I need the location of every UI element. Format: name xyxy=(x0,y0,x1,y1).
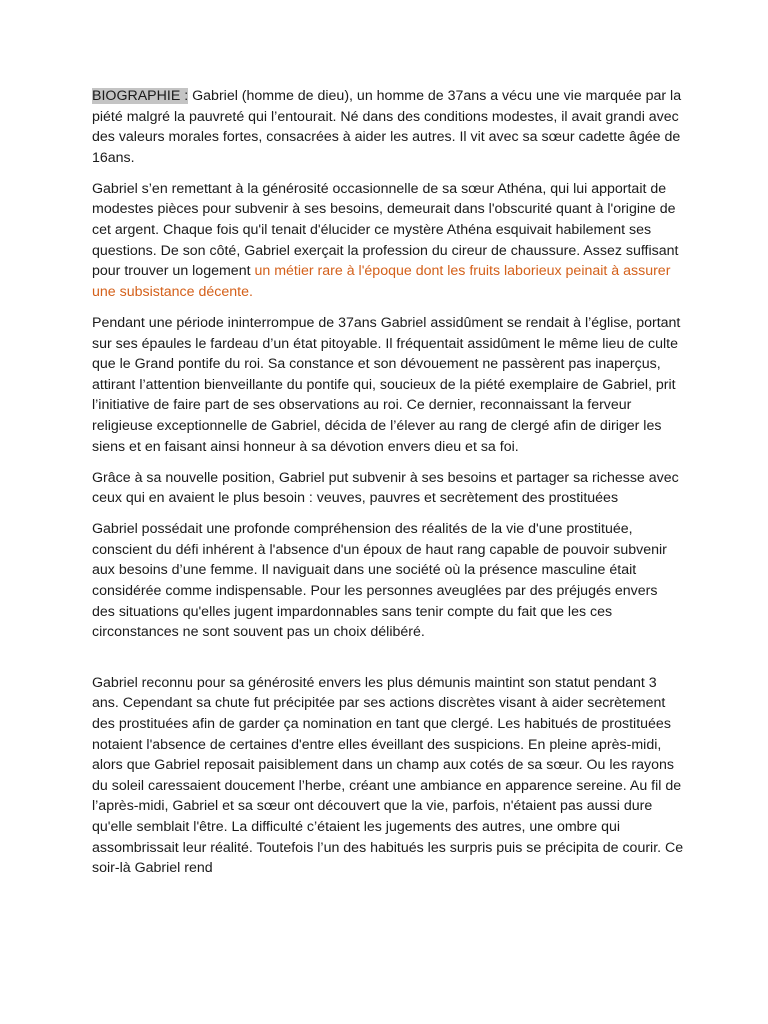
paragraph-position xyxy=(92,468,684,509)
document-body xyxy=(92,86,684,889)
paragraph-text: Grâce à sa nouvelle position, Gabriel put subvenir à ses besoins et partager sa richesse avec ceux qui en avaient le plus besoin : veuves, pauvres et secrètement des prostituées xyxy=(92,469,679,507)
paragraph-text: Gabriel reconnu pour sa générosité envers les plus démunis maintint son statut pendant 3 ans. Cependant sa chute fut précipitée par ses actions discrètes visant à aider secrètement des prostituées afin de garder ça nomination en tant que clergé. Les habitués de prostituées notaient l'absence de certaines d'entre elles éveillant des suspicions. En pleine après-midi, alors que Gabriel reposait paisiblement dans un champ aux cotés de sa sœur. Ou les rayons du soleil caressaient doucement l’herbe, créant une ambiance en apparence sereine. Au fil de l’après-midi, Gabriel et sa sœur ont découvert que la vie, parfois, n'étaient pas aussi dure qu'elle semblait l'être. La difficulté c’étaient les jugements des autres, une ombre qui assombrissait leur réalité. Toutefois l’un des habitués les surpris puis se précipita de courir. Ce soir-là Gabriel rend xyxy=(92,674,684,877)
paragraph-text: Gabriel possédait une profonde compréhension des réalités de la vie d'une prostituée, conscient du défi inhérent à l'absence d'un époux de haut rang capable de pouvoir subvenir aux besoins d’une femme. Il naviguait dans une société où la présence masculine était considérée comme indispensable. Pour les personnes aveuglées par des préjugés envers des situations qu'elles jugent impardonnables sans tenir compte du fait que les ces circonstances ne sont souvent pas un choix délibéré. xyxy=(92,521,667,641)
paragraph-text: Gabriel (homme de dieu), un homme de 37ans a vécu une vie marquée par la piété malgré la pauvreté qui l’entourait. Né dans des conditions modestes, il avait grandi avec des valeurs morales fortes, consacrées à aider les autres. Il vit avec sa sœur cadette âgée de 16ans. xyxy=(92,88,682,166)
paragraph-text: Pendant une période ininterrompue de 37ans Gabriel assidûment se rendait à l’église, portant sur ses épaules le fardeau d’un état pitoyable. Il fréquentait assidûment le même lieu de culte que le Grand pontife du roi. Sa constance et son dévouement ne passèrent pas inaperçus, attirant l’attention bienveillante du pontife qui, soucieux de la piété exemplaire de Gabriel, prit l’initiative de faire part de ses observations au roi. Ce dernier, reconnaissant la ferveur religieuse exceptionnelle de Gabriel, décida de l’élever au rang de clergé afin de diriger les siens et en faisant ainsi honneur à sa dévotion envers dieu et sa foi. xyxy=(92,314,681,455)
paragraph-downfall xyxy=(92,673,684,879)
paragraph-text: Gabriel s’en remettant à la générosité occasionnelle de sa sœur Athéna, qui lui apportait de modestes pièces pour subvenir à ses besoins, demeurait dans l'obscurité quant à l'origine de cet argent. Chaque fois qu'il tenait d'élucider ce mystère Athéna esquivait habilement ses questions. De son côté, Gabriel exerçait la profession du cireur de chaussure. Assez suffisant pour trouver un logement xyxy=(92,180,679,280)
paragraph-understanding xyxy=(92,519,684,643)
paragraph-athena xyxy=(92,179,684,303)
paragraph-intro xyxy=(92,86,684,168)
biography-label: BIOGRAPHIE : xyxy=(92,88,189,104)
highlighted-text: un métier rare à l'époque dont les fruits laborieux peinait à assurer une subsistance décente. xyxy=(92,263,671,300)
paragraph-church xyxy=(92,313,684,457)
